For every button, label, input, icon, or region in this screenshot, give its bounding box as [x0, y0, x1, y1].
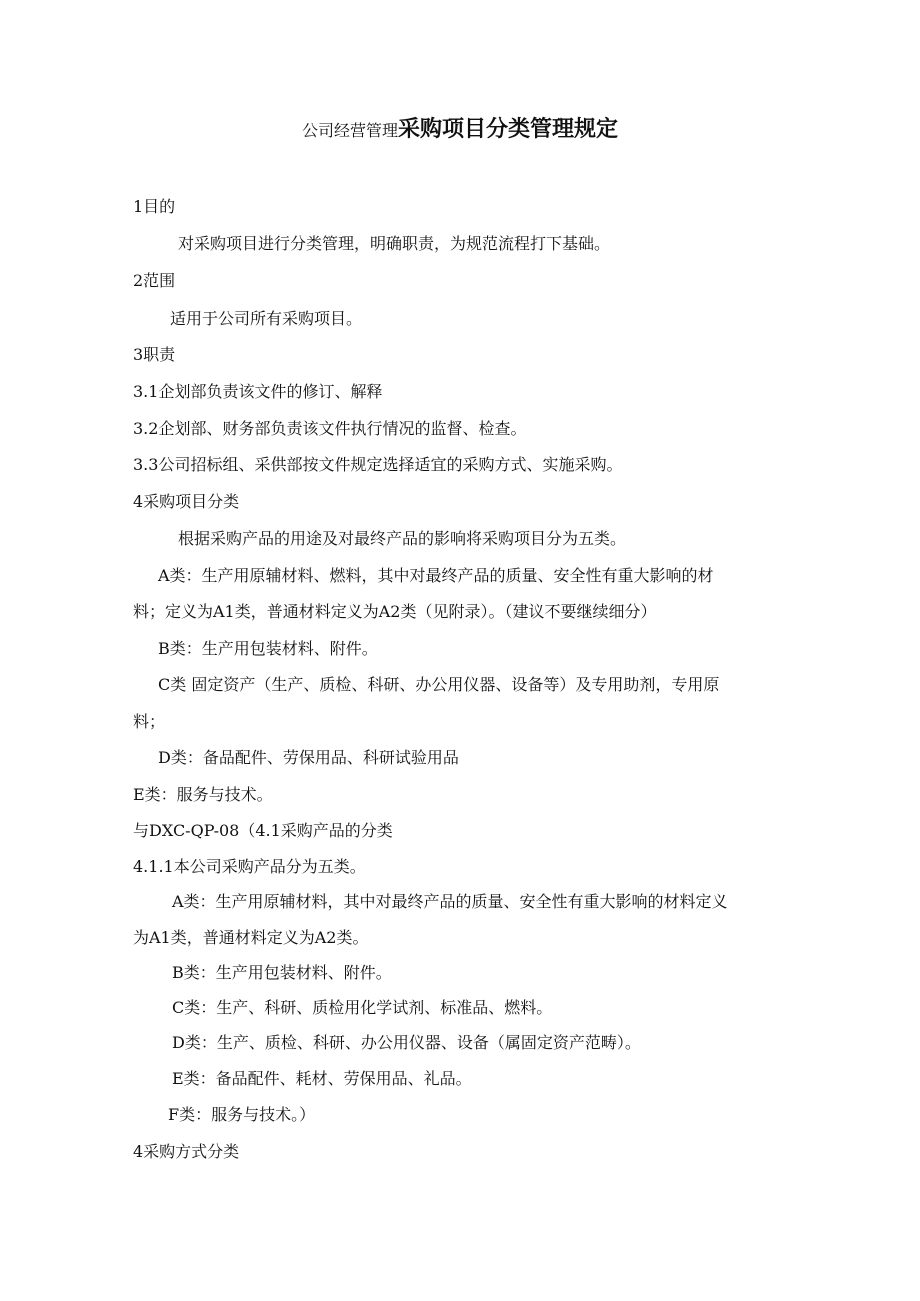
class-d: D类：备品配件、劳保用品、科研试验用品	[158, 748, 459, 767]
item-3-1: 3.1企划部负责该文件的修订、解释	[133, 382, 383, 401]
title-prefix: 公司经营管理	[301, 121, 398, 140]
paragraph-classification: 根据采购产品的用途及对最终产品的影响将采购项目分为五类。	[178, 529, 627, 548]
ref-class-a-line-1: A类：生产用原辅材料，其中对最终产品的质量、安全性有重大影响的材料定义	[172, 892, 728, 911]
heading-scope: 2范围	[133, 271, 176, 290]
class-c-line-1: C类 固定资产（生产、质检、科研、办公用仪器、设备等）及专用助剂，专用原	[158, 675, 720, 694]
ref-class-b: B类：生产用包装材料、附件。	[172, 963, 392, 982]
ref-class-a-line-2: 为A1类，普通材料定义为A2类。	[133, 928, 369, 947]
title-main: 采购项目分类管理规定	[398, 117, 619, 142]
reference-line: 与DXC-QP-08（4.1采购产品的分类	[133, 821, 393, 840]
heading-responsibility: 3职责	[133, 345, 176, 364]
item-4-1-1: 4.1.1本公司采购产品分为五类。	[133, 857, 366, 876]
ref-class-f: F类：服务与技术。）	[168, 1105, 316, 1124]
class-a-line-1: A类：生产用原辅材料、燃料，其中对最终产品的质量、安全性有重大影响的材	[158, 566, 714, 585]
class-c-line-2: 料；	[133, 712, 166, 731]
class-a-line-2: 料；定义为A1类，普通材料定义为A2类（见附录）。（建议不要继续细分）	[133, 602, 657, 621]
item-3-2: 3.2企划部、财务部负责该文件执行情况的监督、检查。	[133, 419, 527, 438]
heading-purpose: 1目的	[133, 197, 176, 216]
ref-class-e: E类：备品配件、耗材、劳保用品、礼品。	[172, 1069, 472, 1088]
heading-procurement-methods: 4采购方式分类	[133, 1142, 240, 1161]
class-b: B类：生产用包装材料、附件。	[158, 639, 378, 658]
class-e: E类：服务与技术。	[133, 785, 273, 804]
paragraph-purpose: 对采购项目进行分类管理，明确职责，为规范流程打下基础。	[178, 234, 611, 253]
ref-class-d: D类：生产、质检、科研、办公用仪器、设备（属固定资产范畴）。	[172, 1033, 641, 1052]
ref-class-c: C类：生产、科研、质检用化学试剂、标准品、燃料。	[172, 998, 553, 1017]
page-title	[0, 112, 920, 143]
paragraph-scope: 适用于公司所有采购项目。	[170, 309, 363, 328]
heading-classification: 4采购项目分类	[133, 492, 240, 511]
item-3-3: 3.3公司招标组、采供部按文件规定选择适宜的采购方式、实施采购。	[133, 455, 623, 474]
